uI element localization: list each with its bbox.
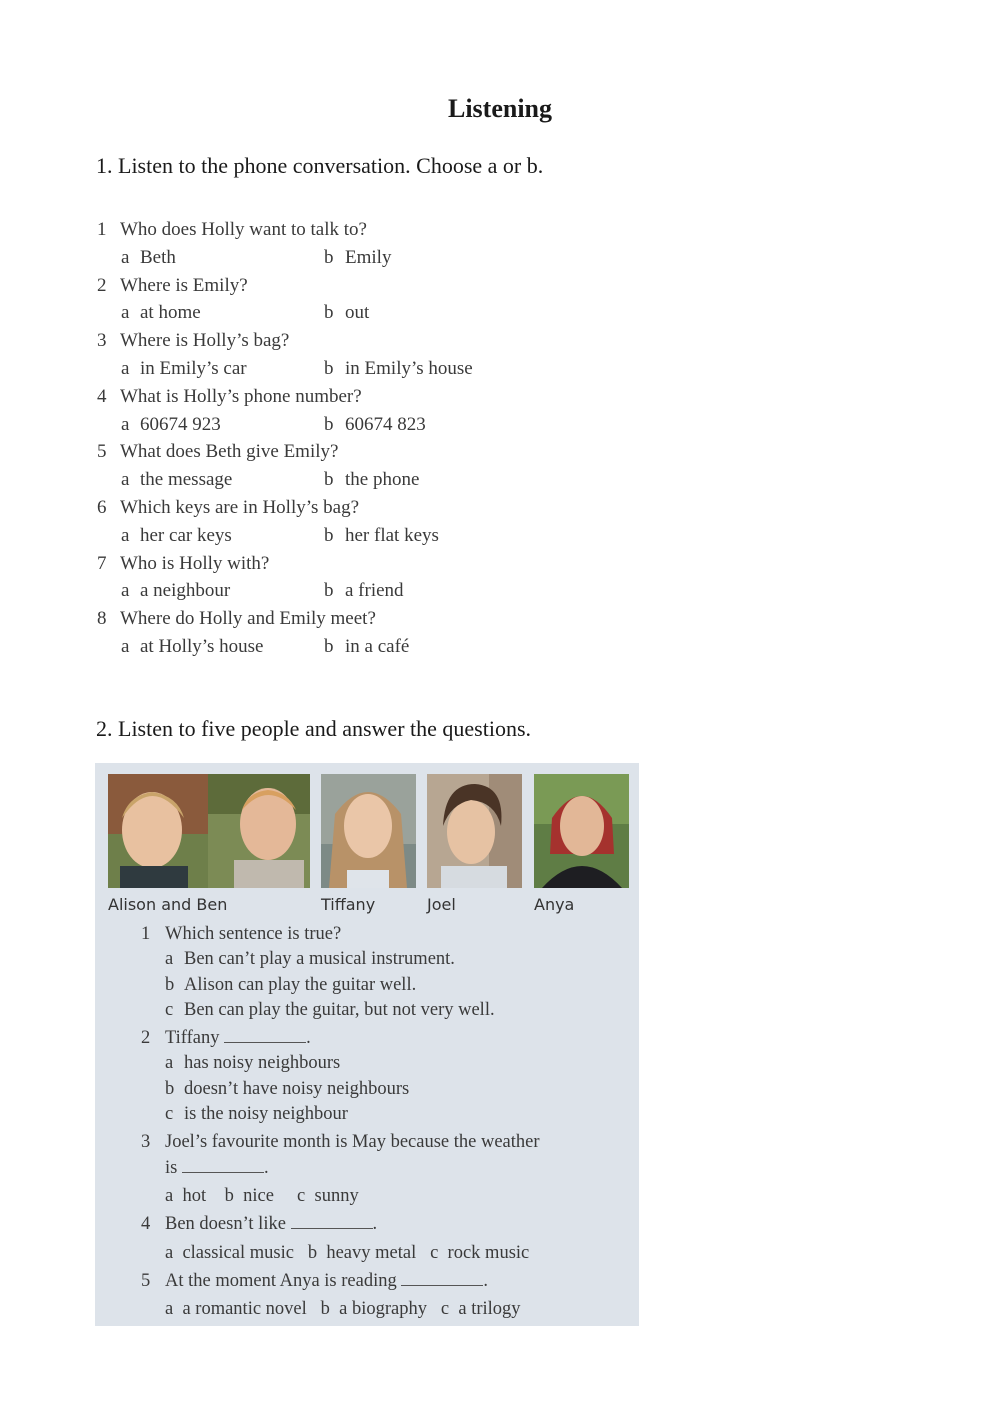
option-b-letter: b	[324, 635, 334, 657]
exercise2-panel	[95, 763, 639, 1326]
question-row-continued	[141, 1156, 621, 1181]
option-letter: b	[165, 1078, 175, 1099]
option-b-letter: b	[324, 580, 334, 602]
option-text: b heavy metal	[307, 1242, 417, 1263]
option-text: b a biography	[320, 1299, 428, 1320]
option-text: c a trilogy	[440, 1299, 521, 1320]
question-text: Tiffany	[165, 1028, 220, 1049]
option-text: a classical music	[165, 1242, 294, 1263]
option-a-letter: a	[121, 580, 130, 602]
question-row	[141, 1269, 621, 1294]
question-text: Which keys are in Holly’s bag?	[120, 496, 360, 518]
inline-options-row	[141, 1184, 621, 1209]
option-text: c sunny	[297, 1185, 359, 1206]
photo-joel	[427, 774, 522, 888]
option-a-letter: a	[121, 635, 130, 657]
question-number: 5	[141, 1270, 151, 1291]
option-text: Ben can’t play a musical instrument.	[184, 949, 455, 970]
question-number: 3	[141, 1132, 151, 1153]
option-row	[141, 998, 621, 1023]
option-b-letter: b	[324, 357, 334, 379]
question-end: .	[483, 1270, 488, 1291]
option-b-text: her flat keys	[345, 524, 439, 546]
question-end: .	[372, 1214, 378, 1235]
question-text: Where do Holly and Emily meet?	[120, 608, 376, 630]
option-text: Alison can play the guitar well.	[184, 974, 417, 995]
question-number: 2	[97, 274, 107, 296]
option-a-letter: a	[121, 469, 130, 491]
answer-options-row	[96, 299, 616, 327]
answer-options-row	[96, 411, 616, 439]
option-row	[141, 973, 621, 998]
option-a-text: the message	[140, 469, 233, 491]
option-text: b nice	[224, 1185, 274, 1206]
photo-anya	[534, 774, 629, 888]
option-b-text: in Emily’s house	[345, 357, 473, 379]
answer-blank	[401, 1269, 483, 1286]
inline-options-row	[141, 1241, 621, 1266]
option-a-letter: a	[121, 413, 130, 435]
answer-blank	[291, 1212, 373, 1229]
answer-blank	[182, 1156, 264, 1173]
question-row	[141, 1130, 621, 1155]
option-row	[141, 1102, 621, 1127]
option-a-text: at home	[140, 302, 201, 324]
answer-options-row	[96, 633, 616, 661]
option-b-letter: b	[324, 469, 334, 491]
option-letter: a	[165, 1053, 174, 1074]
question-row	[96, 383, 616, 411]
question-number: 4	[97, 385, 107, 407]
exercise1-questions	[96, 216, 616, 661]
question-text: Ben doesn’t like	[165, 1214, 286, 1235]
question-text-continued: is	[165, 1157, 178, 1178]
option-b-text: in a café	[345, 635, 410, 657]
question-row	[96, 438, 616, 466]
question-text: Who does Holly want to talk to?	[120, 219, 367, 240]
option-text: has noisy neighbours	[184, 1053, 341, 1074]
question-text: What does Beth give Emily?	[120, 441, 339, 463]
question-number: 1	[97, 219, 107, 240]
question-text: Where is Holly’s bag?	[120, 330, 290, 352]
question-row	[96, 550, 616, 578]
question-row	[96, 605, 616, 633]
question-number: 8	[97, 608, 107, 630]
option-letter: c	[165, 999, 174, 1020]
photo-tiffany	[321, 774, 416, 888]
question-row	[96, 216, 616, 244]
option-text: c rock music	[430, 1242, 530, 1263]
option-text: a hot	[165, 1185, 207, 1206]
option-a-letter: a	[121, 524, 130, 546]
option-a-text: 60674 923	[140, 413, 221, 435]
question-number: 2	[141, 1028, 151, 1049]
option-a-text: at Holly’s house	[140, 635, 264, 657]
question-text: Who is Holly with?	[120, 552, 270, 574]
option-b-text: Emily	[345, 246, 392, 268]
option-a-text: Beth	[140, 246, 176, 268]
option-text: doesn’t have noisy neighbours	[184, 1078, 410, 1099]
option-row	[141, 947, 621, 972]
question-number: 4	[141, 1214, 151, 1235]
answer-options-row	[96, 244, 616, 272]
person-name-alison-and-ben: Alison and Ben	[108, 895, 228, 914]
question-end: .	[306, 1028, 311, 1049]
question-number: 5	[97, 441, 107, 463]
answer-options-row	[96, 522, 616, 550]
question-text: Joel’s favourite month is May because the weather	[165, 1132, 540, 1153]
option-row	[141, 1077, 621, 1102]
option-a-letter: a	[121, 357, 130, 379]
person-name-anya: Anya	[534, 895, 575, 914]
option-text: Ben can play the guitar, but not very well.	[184, 999, 495, 1020]
option-text: is the noisy neighbour	[184, 1104, 348, 1125]
question-text: Which sentence is true?	[165, 924, 342, 944]
exercise2-instruction: 2. Listen to five people and answer the questions.	[96, 716, 532, 741]
answer-options-row	[96, 577, 616, 605]
option-letter: b	[165, 974, 175, 995]
option-a-text: in Emily’s car	[140, 357, 247, 379]
inline-options-row	[141, 1297, 621, 1322]
photo-alison-and-ben	[108, 774, 310, 888]
option-b-text: 60674 823	[345, 413, 426, 435]
question-row	[96, 327, 616, 355]
question-row	[96, 494, 616, 522]
question-row	[141, 922, 621, 947]
question-end: .	[263, 1157, 269, 1178]
answer-options-row	[96, 466, 616, 494]
option-row	[141, 1051, 621, 1076]
person-name-joel: Joel	[427, 895, 456, 914]
option-b-text: a friend	[345, 580, 404, 602]
question-text: At the moment Anya is reading	[165, 1270, 397, 1291]
answer-blank	[224, 1026, 306, 1043]
question-number: 1	[141, 924, 151, 944]
question-row	[141, 1026, 621, 1051]
exercise1-instruction: 1. Listen to the phone conversation. Choose a or b.	[96, 153, 544, 178]
question-row	[141, 1212, 621, 1237]
page-title: Listening	[447, 94, 553, 123]
option-letter: a	[165, 949, 174, 970]
question-row	[96, 272, 616, 300]
option-letter: c	[165, 1104, 174, 1125]
answer-options-row	[96, 355, 616, 383]
option-text: a a romantic novel	[165, 1299, 307, 1320]
option-b-text: out	[345, 302, 370, 324]
option-a-letter: a	[121, 302, 130, 324]
person-name-tiffany: Tiffany	[321, 895, 376, 914]
option-b-letter: b	[324, 524, 334, 546]
option-a-text: a neighbour	[140, 580, 231, 602]
option-a-text: her car keys	[140, 524, 232, 546]
option-b-letter: b	[324, 246, 334, 268]
question-text: What is Holly’s phone number?	[120, 385, 362, 407]
question-number: 6	[97, 496, 107, 518]
exercise2-questions	[141, 922, 621, 1322]
option-b-letter: b	[324, 302, 334, 324]
question-number: 3	[97, 330, 107, 352]
question-text: Where is Emily?	[120, 274, 248, 296]
option-b-letter: b	[324, 413, 334, 435]
option-b-text: the phone	[345, 469, 420, 491]
question-number: 7	[97, 552, 107, 574]
option-a-letter: a	[121, 246, 130, 268]
